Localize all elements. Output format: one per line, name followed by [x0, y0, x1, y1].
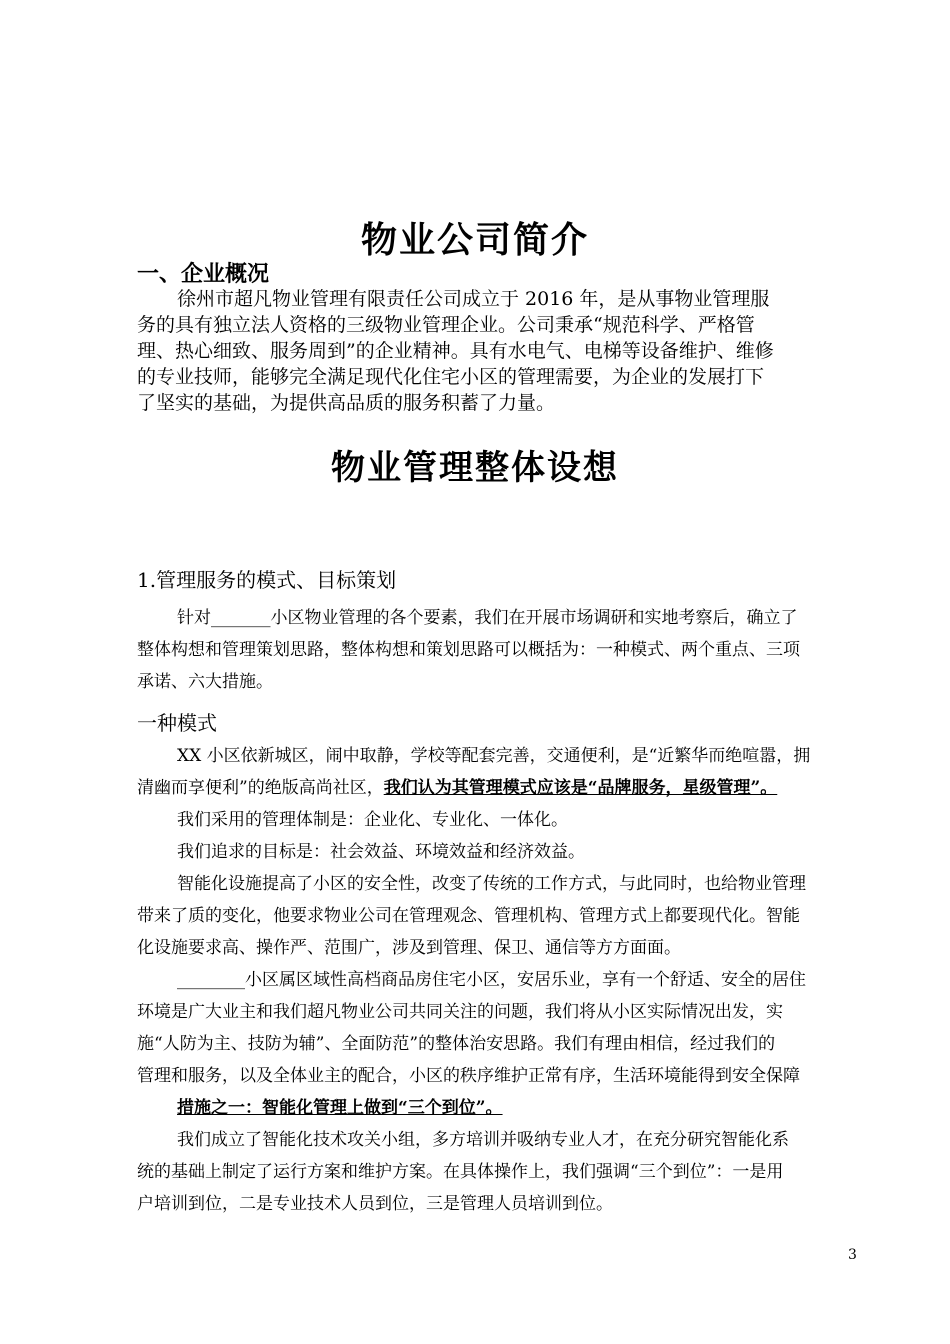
text-line: 理、热心细致、服务周到”的企业精神。具有水电气、电梯等设备维护、维修	[137, 340, 774, 362]
text-plain: 清幽而享便利”的绝版高尚社区，	[137, 778, 384, 798]
page-number: 3	[848, 1247, 857, 1263]
text-line: 承诺、六大措施。	[137, 672, 273, 692]
text-line: 的专业技师，能够完全满足现代化住宅小区的管理需要，为企业的发展打下	[137, 366, 765, 388]
text-line: 统的基础上制定了运行方案和维护方案。在具体操作上，我们强调“三个到位”：一是用	[137, 1162, 784, 1182]
text-line: 整体构想和管理策划思路，整体构想和策划思路可以概括为：一种模式、两个重点、三项	[137, 640, 800, 660]
text-line: 户培训到位，二是专业技术人员到位，三是管理人员培训到位。	[137, 1194, 613, 1214]
paragraph-overview	[137, 602, 865, 698]
intro-paragraph	[137, 286, 865, 416]
text-line: 环境是广大业主和我们超凡物业公司共同关注的问题，我们将从小区实际情况出发，实	[137, 1002, 783, 1022]
text-line: 带来了质的变化，他要求物业公司在管理观念、管理机构、管理方式上都要现代化。智能	[137, 906, 800, 926]
text-line: 务的具有独立法人资格的三级物业管理企业。公司秉承“规范科学、严格管	[137, 314, 755, 336]
section-title: 物业管理整体设想	[331, 448, 619, 488]
measure-heading	[137, 1092, 865, 1124]
emphasis-text: 我们认为其管理模式应该是“品牌服务，星级管理”。	[383, 778, 778, 798]
text-line: XX 小区依新城区，闹中取静，学校等配套完善，交通便利，是“近繁华而绝喧嚣，拥	[177, 746, 811, 766]
text-line: 化设施要求高、操作严、范围广，涉及到管理、保卫、通信等方方面面。	[137, 938, 681, 958]
text-line: 我们采用的管理体制是：企业化、专业化、一体化。	[177, 810, 568, 830]
text-line: 徐州市超凡物业管理有限责任公司成立于 2016 年，是从事物业管理服	[177, 288, 770, 310]
section-heading-overview: 一、企业概况	[137, 261, 270, 287]
subheading-one-model: 一种模式	[137, 711, 217, 735]
text-line: ________小区属区域性高档商品房住宅小区，安居乐业，享有一个舒适、安全的居住	[177, 970, 806, 990]
measure-text: 措施之一：智能化管理上做到“三个到位”。	[177, 1098, 503, 1118]
page-title: 物业公司简介	[360, 219, 589, 261]
text-line	[137, 772, 865, 804]
text-line: 了坚实的基础，为提供高品质的服务积蓄了力量。	[137, 392, 556, 414]
text-line: 我们成立了智能化技术攻关小组，多方培训并吸纳专业人才，在充分研究智能化系	[177, 1130, 789, 1150]
text-line: 针对_______小区物业管理的各个要素，我们在开展市场调研和实地考察后，确立了	[177, 608, 798, 628]
text-line: 智能化设施提高了小区的安全性，改变了传统的工作方式，与此同时，也给物业管理	[177, 874, 806, 894]
subheading-model-target: 1.管理服务的模式、目标策划	[137, 568, 397, 592]
text-line: 我们追求的目标是：社会效益、环境效益和经济效益。	[177, 842, 585, 862]
text-line: 管理和服务，以及全体业主的配合，小区的秩序维护正常有序，生活环境能得到安全保障	[137, 1066, 800, 1086]
paragraph-model	[137, 740, 865, 1220]
text-line: 施“人防为主、技防为辅”、全面防范”的整体治安思路。我们有理由相信，经过我们的	[137, 1034, 776, 1054]
